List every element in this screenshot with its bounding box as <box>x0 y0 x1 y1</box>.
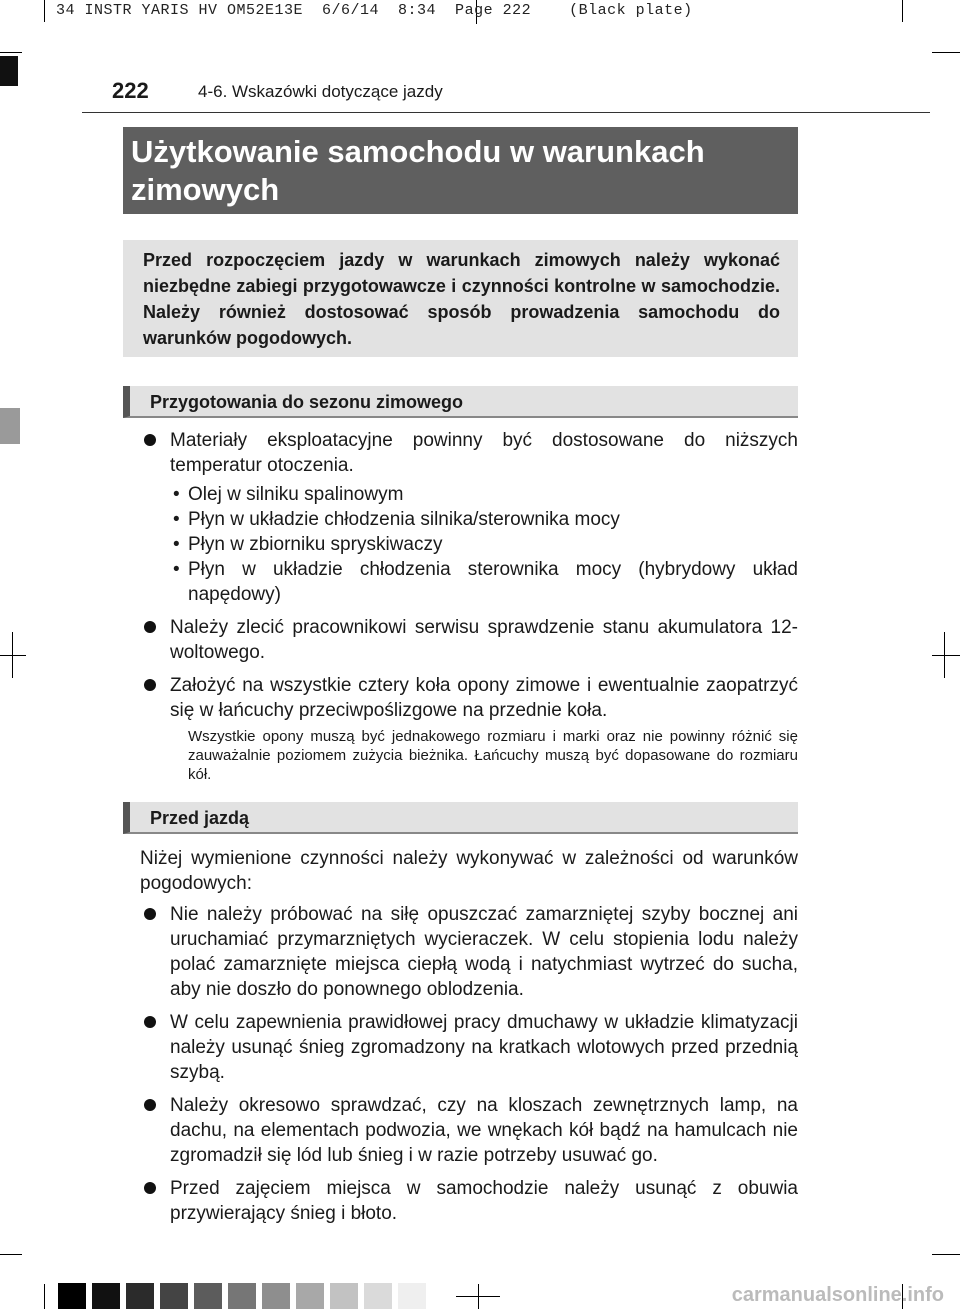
section-before-driving-body <box>140 846 798 1234</box>
color-swatch <box>364 1283 392 1309</box>
color-swatch <box>126 1283 154 1309</box>
sub-item: • Płyn w układzie chłodzenia silnika/sterownika mocy <box>140 507 798 532</box>
section-heading-winter-prep: Przygotowania do sezonu zimowego <box>123 386 798 418</box>
sub-item: • Płyn w zbiorniku spryskiwaczy <box>140 532 798 557</box>
page-number: 222 <box>112 78 149 103</box>
color-swatch <box>194 1283 222 1309</box>
chapter-tab <box>0 408 20 444</box>
registration-mark <box>478 1284 479 1309</box>
watermark: carmanualsonline.info <box>731 1284 944 1306</box>
bullet-shoes: Przed zajęciem miejsca w samochodzie należy usunąć z obuwia przywierający śnieg i błoto. <box>140 1176 798 1226</box>
color-swatch <box>296 1283 324 1309</box>
bullet-tires: Założyć na wszystkie cztery koła opony zimowe i ewentualnie zaopatrzyć się w łańcuchy przeciwpoślizgowe na przednie koła. <box>140 673 798 723</box>
color-swatch <box>262 1283 290 1309</box>
intro-box: Przed rozpoczęciem jazdy w warunkach zimowych należy wykonać niezbędne zabiegi przygotowawcze i czynności kontrolne w samochodzie. Należy również dostosować sposób prowadzenia samochodu do warunków pogodowych. <box>123 240 798 357</box>
tire-note: Wszystkie opony muszą być jednakowego rozmiaru i marki oraz nie powinny różnić się zauważalnie poziomem zużycia bieżnika. Łańcuchy muszą być dopasowane do rozmiaru kół. <box>188 728 798 783</box>
corner-bar <box>0 56 18 86</box>
sub-item: • Olej w silniku spalinowym <box>140 482 798 507</box>
registration-mark <box>0 655 26 656</box>
title-line-2: zimowych <box>131 172 280 207</box>
crop-mark <box>932 52 960 53</box>
color-swatch <box>398 1283 426 1309</box>
color-swatch <box>160 1283 188 1309</box>
sub-item: • Płyn w układzie chłodzenia sterownika mocy (hybrydowy układ napędowy) <box>140 557 798 607</box>
bullet-air-intake: W celu zapewnienia prawidłowej pracy dmuchawy w układzie klimatyzacji należy usunąć śnieg zgromadzony na kratkach wlotowych przed przednią szybą. <box>140 1010 798 1085</box>
color-swatch <box>330 1283 358 1309</box>
bullet-windows: Nie należy próbować na siłę opuszczać zamarzniętej szyby bocznej ani uruchamiać przymarzniętych wycieraczek. W celu stopienia lodu należy polać zamarznięte miejsca ciepłą wodą i natychmiast wytrzeć do sucha, aby nie doszło do ponownego oblodzenia. <box>140 902 798 1002</box>
registration-mark <box>932 655 960 656</box>
bullet-fluids: Materiały eksploatacyjne powinny być dostosowane do niższych temperatur otoczenia. <box>140 428 798 478</box>
bullet-ice-check: Należy okresowo sprawdzać, czy na kloszach zewnętrznych lamp, na dachu, na elementach podwozia, we wnękach kół bądź na hamulcach nie zgromadził się lód lub śnieg i w razie potrzeby usuwać go. <box>140 1093 798 1168</box>
crop-mark <box>0 1254 22 1255</box>
crop-mark <box>0 52 22 53</box>
crop-mark <box>44 0 45 22</box>
page-title <box>123 127 798 214</box>
crop-mark <box>902 0 903 22</box>
bullet-battery: Należy zlecić pracownikowi serwisu sprawdzenie stanu akumulatora 12-woltowego. <box>140 615 798 665</box>
header-rule <box>82 112 930 113</box>
color-swatch <box>228 1283 256 1309</box>
section-heading-before-driving: Przed jazdą <box>123 802 798 834</box>
color-swatch <box>92 1283 120 1309</box>
color-swatch <box>58 1283 86 1309</box>
registration-mark <box>12 632 13 678</box>
running-header: 4-6. Wskazówki dotyczące jazdy <box>198 82 443 101</box>
lead-paragraph: Niżej wymienione czynności należy wykonywać w zależności od warunków pogodowych: <box>140 848 798 894</box>
title-line-1: Użytkowanie samochodu w warunkach <box>131 134 705 169</box>
crop-mark <box>932 1254 960 1255</box>
section-winter-prep-body <box>140 428 798 792</box>
crop-mark <box>44 1284 45 1309</box>
print-slug: 34 INSTR YARIS HV OM52E13E 6/6/14 8:34 Page 222 (Black plate) <box>56 2 693 19</box>
registration-mark <box>944 632 945 678</box>
